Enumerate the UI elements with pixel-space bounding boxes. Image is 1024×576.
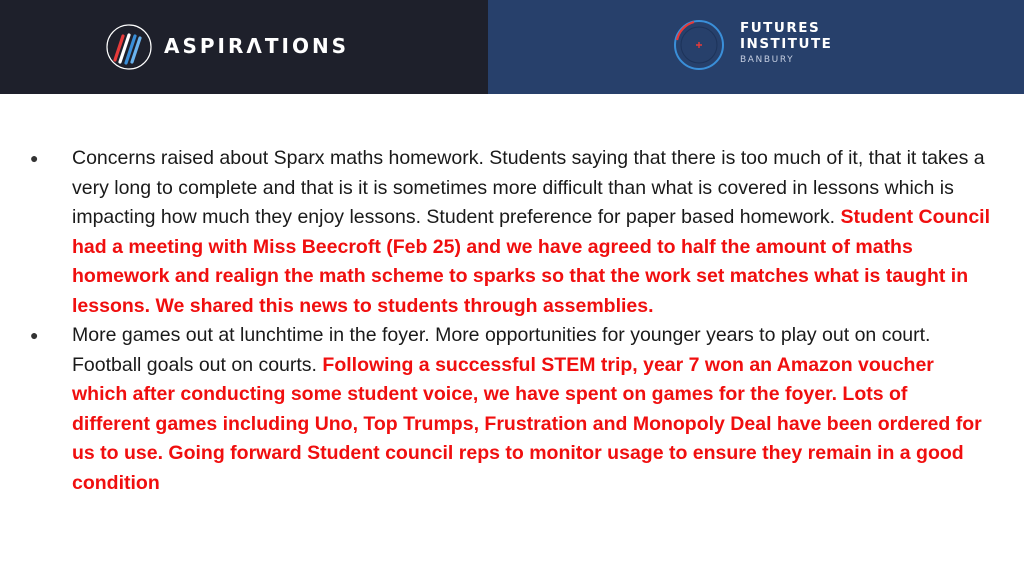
bullet-highlight-text: Following a successful STEM trip, year 7 won an Amazon voucher which after conducting some student voice, we have spent on games for the foyer. Lots of different games including Uno, Top Trumps, Frustration and Monopoly Deal have been ordered for us to use. Going forward Student council reps to monitor usage to ensure they remain in a good condition xyxy=(72,353,982,494)
futures-institute-name xyxy=(740,20,832,52)
fi-name-line1: FUTURES xyxy=(740,20,821,36)
bullet-icon: ● xyxy=(30,150,39,166)
bullet-text: Concerns raised about Sparx maths homework. Students saying that there is too much of it, that it takes a very long to complete and that is it is sometimes more difficult than what is covered in lessons which is impacting how much they enjoy lessons. Student preference for paper based homework. xyxy=(72,147,985,228)
header-banner xyxy=(0,0,1024,94)
aspirations-panel xyxy=(0,0,488,94)
bullet-icon: ● xyxy=(30,327,39,343)
bullet-highlight-text: Student Council had a meeting with Miss Beecroft (Feb 25) and we have agreed to half the amount of maths homework and realign the math scheme to sparks so that the work set matches what is taught in lessons. We shared this news to students through assemblies. xyxy=(72,206,991,317)
aspirations-stripes-icon xyxy=(106,24,152,70)
fi-name-line2: INSTITUTE xyxy=(740,36,833,52)
futures-institute-location: BANBURY xyxy=(740,55,795,65)
aspirations-wordmark: ASPIRΛTIONS xyxy=(164,34,350,58)
list-item xyxy=(30,144,990,321)
futures-institute-circle-icon xyxy=(672,18,726,72)
list-item xyxy=(30,321,990,498)
bullet-list xyxy=(30,144,990,498)
bullet-text: More games out at lunchtime in the foyer. More opportunities for younger years to play out on court. Football goals out on courts. xyxy=(72,324,931,376)
